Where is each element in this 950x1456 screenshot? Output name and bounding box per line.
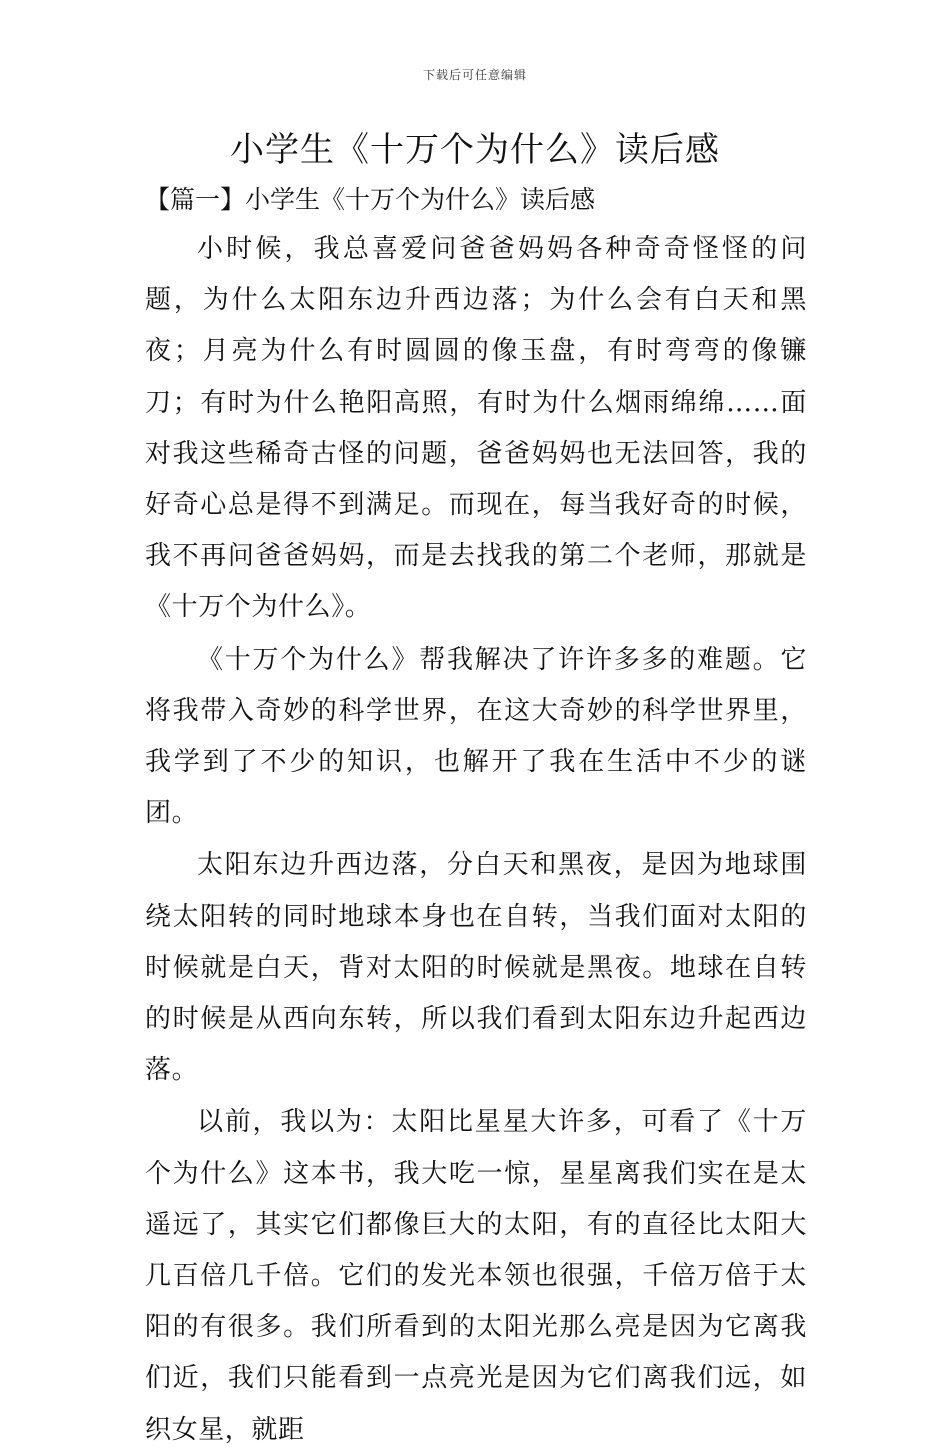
paragraph: 小时候，我总喜爱问爸爸妈妈各种奇奇怪怪的问题，为什么太阳东边升西边落；为什么会有白天和黑夜；月亮为什么有时圆圆的像玉盘，有时弯弯的像镰刀；有时为什么艳阳高照，有时为什么烟雨绵绵……面对我这些稀奇古怪的问题，爸爸妈妈也无法回答，我的好奇心总是得不到满足。而现在，每当我好奇的时候，我不再问爸爸妈妈，而是去找我的第二个老师，那就是《十万个为什么》。: [145, 234, 807, 623]
paragraph: 以前，我以为：太阳比星星大许多，可看了《十万个为什么》这本书，我大吃一惊，星星离我们实在是太遥远了，其实它们都像巨大的太阳，有的直径比太阳大几百倍几千倍。它们的发光本领也很强，千倍万倍于太阳的有很多。我们所看到的太阳光那么亮是因为它离我们近，我们只能看到一点亮光是因为它们离我们远，如织女星，就距: [145, 1107, 807, 1445]
paragraph: 《十万个为什么》帮我解决了许许多多的难题。它将我带入奇妙的科学世界，在这大奇妙的科学世界里，我学到了不少的知识，也解开了我在生活中不少的谜团。: [145, 644, 807, 829]
paragraph: 太阳东边升西边落，分白天和黑夜，是因为地球围绕太阳转的同时地球本身也在自转，当我们面对太阳的时候就是白天，背对太阳的时候就是黑夜。地球在自转的时候是从西向东转，所以我们看到太阳东边升起西边落。: [145, 850, 807, 1086]
section-heading: 【篇一】小学生《十万个为什么》读后感: [145, 185, 596, 214]
header-note: 下载后可任意编辑: [422, 68, 527, 82]
body-text: [145, 224, 807, 1456]
document-title: 小学生《十万个为什么》读后感: [230, 130, 720, 170]
